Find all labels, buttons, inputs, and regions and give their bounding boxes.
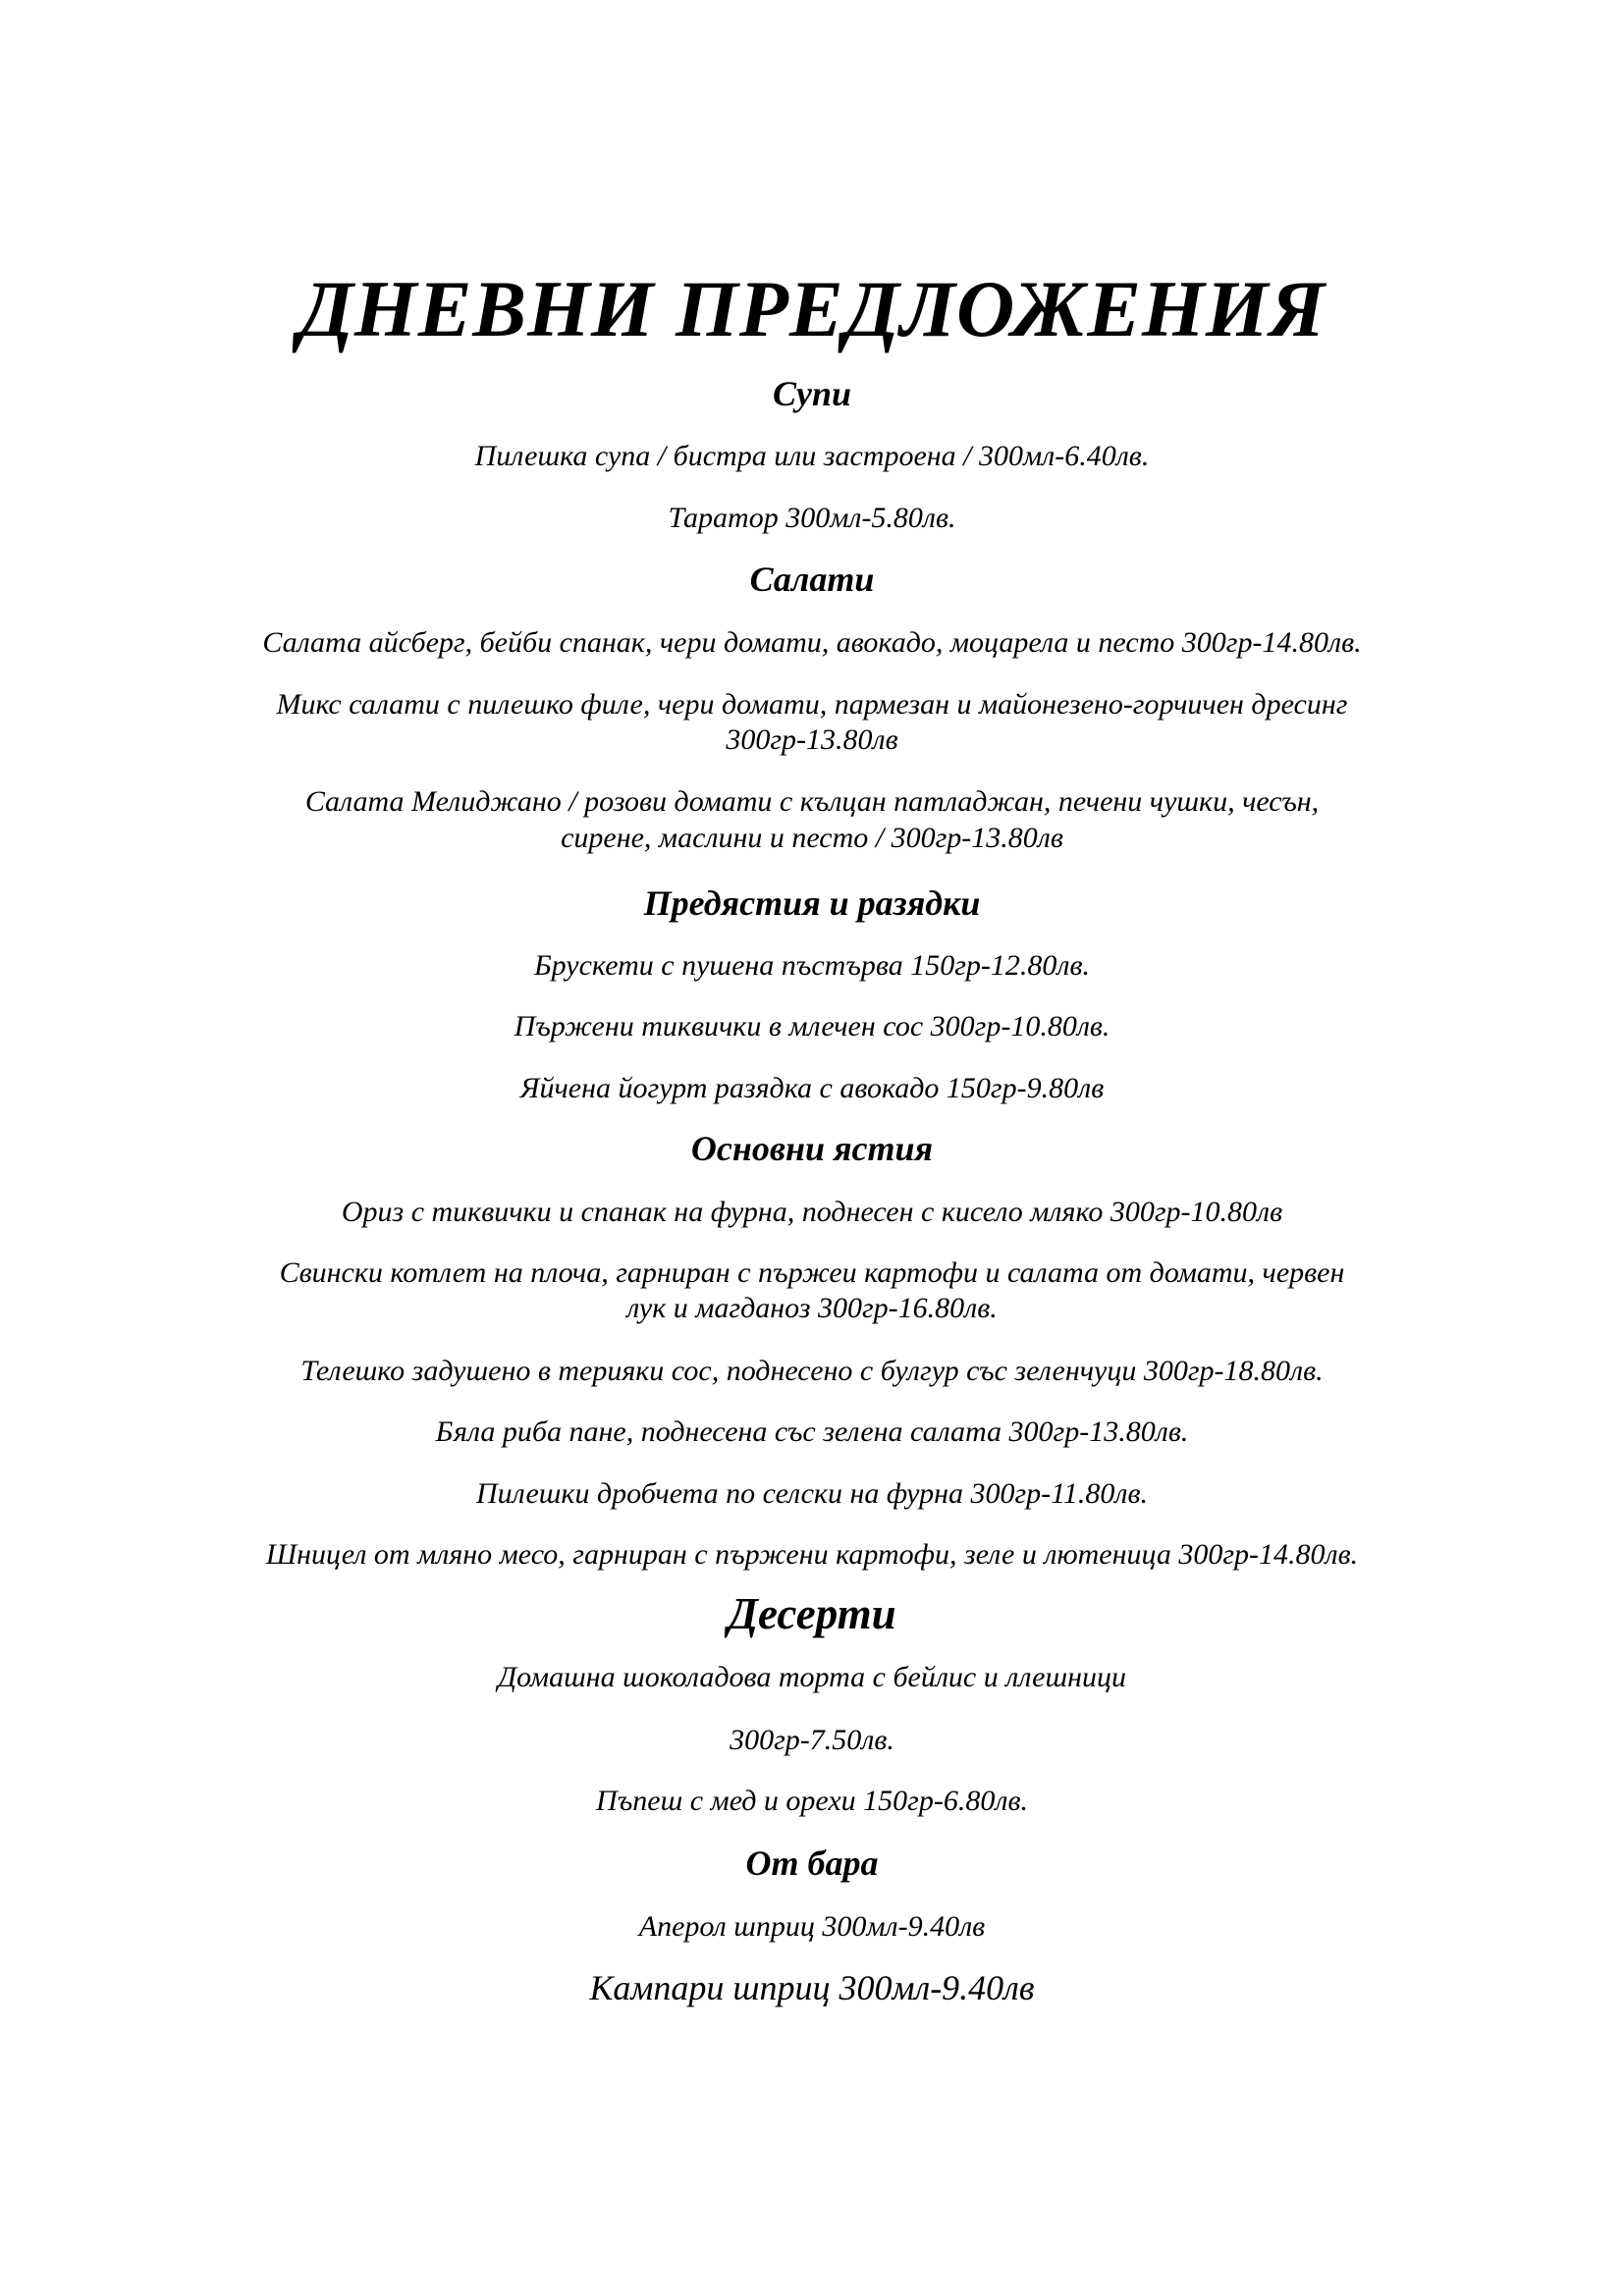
section-heading-starters: Предястия и разядки — [643, 883, 981, 923]
menu-item: Свински котлет на плоча, гарниран с пържеи картофи и салата от домати, червен — [279, 1256, 1345, 1289]
menu-item: лук и магданоз 300гр-16.80лв. — [626, 1292, 998, 1324]
menu-item: Домашна шоколадова торта с бейлис и ллешници — [497, 1661, 1127, 1693]
section-heading-desserts: Десерти — [728, 1589, 896, 1638]
menu-item: Кампари шприц 300мл-9.40лв — [589, 1968, 1035, 2007]
menu-item: Брускети с пушена пъстърва 150гр-12.80лв. — [533, 949, 1090, 982]
menu-item: Яйчена йогурт разядка с авокадо 150гр-9.80лв — [519, 1072, 1105, 1104]
section-heading-bar: От бара — [745, 1843, 879, 1883]
menu-item: Салата айсберг, бейби спанак, чери домати, авокадо, моцарела и песто 300гр-14.80лв. — [262, 626, 1362, 659]
menu-item: Пъпеш с мед и орехи 150гр-6.80лв. — [596, 1785, 1028, 1817]
menu-item: 300гр-13.80лв — [726, 723, 898, 756]
menu-item: Шницел от мляно месо, гарниран с пържени картофи, зеле и лютеница 300гр-14.80лв. — [265, 1538, 1359, 1571]
section-heading-salads: Салати — [749, 560, 875, 599]
menu-item: Таратор 300мл-5.80лв. — [668, 502, 956, 534]
menu-item: Микс салати с пилешко филе, чери домати, пармезан и майонезено-горчичен дресинг — [276, 688, 1348, 721]
menu-item: Пилешки дробчета по селски на фурна 300гр-11.80лв. — [475, 1477, 1149, 1510]
section-heading-soups: Супи — [772, 374, 852, 413]
menu-item: Салата Мелиджано / розови домати с кълцан патладжан, печени чушки, чесън, — [304, 785, 1320, 818]
menu-item: Телешко задушено в терияки сос, поднесено с булгур със зеленчуци 300гр-18.80лв. — [300, 1355, 1324, 1387]
menu-item: Аперол шприц 300мл-9.40лв — [638, 1910, 986, 1943]
menu-item: сирене, маслини и песто / 300гр-13.80лв — [561, 822, 1063, 854]
menu-item: 300гр-7.50лв. — [730, 1724, 894, 1756]
page-title: ДНЕВНИ ПРЕДЛОЖЕНИЯ — [298, 264, 1326, 353]
menu-item: Пържени тиквички в млечен сос 300гр-10.80лв. — [514, 1010, 1110, 1042]
menu-item: Пилешка супа / бистра или застроена / 300мл-6.40лв. — [474, 440, 1150, 472]
menu-item: Бяла риба пане, поднесена със зелена салата 300гр-13.80лв. — [435, 1415, 1189, 1448]
section-heading-main-courses: Основни ястия — [690, 1129, 934, 1168]
menu-item: Ориз с тиквички и спанак на фурна, поднесен с кисело мляко 300гр-10.80лв — [341, 1196, 1283, 1228]
